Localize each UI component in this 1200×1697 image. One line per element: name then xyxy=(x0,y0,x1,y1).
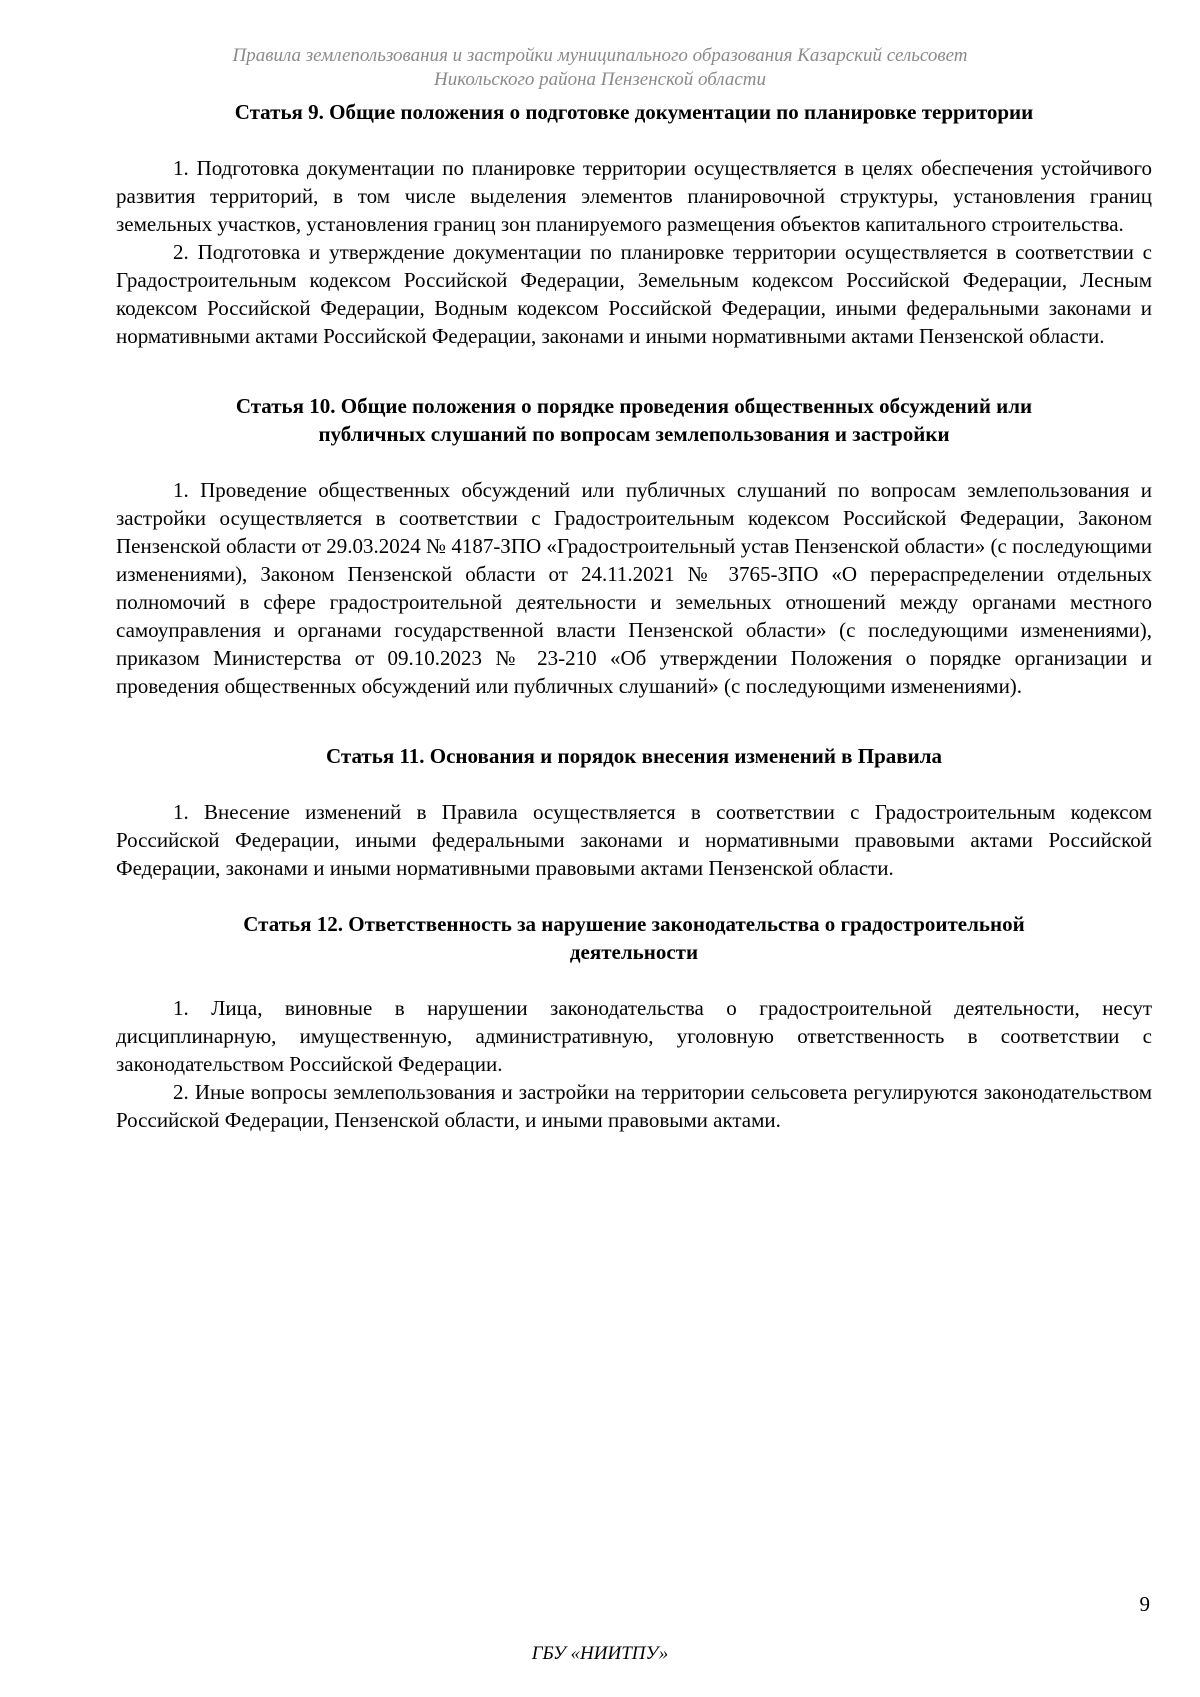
article-11 xyxy=(116,742,1152,882)
article-11-title: Статья 11. Основания и порядок внесения изменений в Правила xyxy=(325,744,943,768)
article-9 xyxy=(116,98,1152,350)
article-10 xyxy=(116,392,1152,700)
article-12-title xyxy=(116,910,1152,966)
article-12-title-line-1: Статья 12. Ответственность за нарушение законодательства о градостроительной xyxy=(243,912,1025,936)
running-footer: ГБУ «НИИТПУ» xyxy=(531,1643,669,1664)
article-9-title: Статья 9. Общие положения о подготовке документации по планировке территории xyxy=(234,100,1034,124)
running-header-line-1: Правила землепользования и застройки муниципального образования Казарский сельсовет xyxy=(232,45,968,66)
article-12-title-line-2: деятельности xyxy=(569,940,699,964)
article-9-paragraph-1: 1. Подготовка документации по планировке территории осуществляется в целях обеспечения устойчивого развития территорий, в том числе выделения элементов планировочной структуры, установления границ земельных участков, установления границ зон планируемого размещения объектов капитального строительства. xyxy=(116,156,1152,236)
article-11-paragraph-1: 1. Внесение изменений в Правила осуществляется в соответствии с Градостроительным кодексом Российской Федерации, иными федеральными законами и нормативными правовыми актами Российской Федерации, законами и иными нормативными правовыми актами Пензенской области. xyxy=(116,800,1152,880)
running-header-line-2: Никольского района Пензенской области xyxy=(434,69,766,90)
article-10-title xyxy=(116,392,1152,448)
document-body xyxy=(116,98,1152,1134)
article-12-paragraph-2: 2. Иные вопросы землепользования и застройки на территории сельсовета регулируются законодательством Российской Федерации, Пензенской области, и иными правовыми актами. xyxy=(116,1080,1152,1132)
running-header xyxy=(150,44,1050,92)
article-10-paragraph-1: 1. Проведение общественных обсуждений или публичных слушаний по вопросам землепользования и застройки осуществляется в соответствии с Градостроительным кодексом Российской Федерации, Законом Пензенской области от 29.03.2024 № 4187-ЗПО «Градостроительный устав Пензенской области» (с последующими изменениями), Законом Пензенской области от 24.11.2021 № 3765-ЗПО «О перераспределении отдельных полномочий в сфере градостроительной деятельности и земельных отношений между органами местного самоуправления и органами государственной власти Пензенской области» (с последующими изменениями), приказом Министерства от 09.10.2023 № 23-210 «Об утверждении Положения о порядке организации и проведения общественных обсуждений или публичных слушаний» (с последующими изменениями). xyxy=(116,478,1152,698)
page-number: 9 xyxy=(1139,1592,1150,1616)
article-10-title-line-1: Статья 10. Общие положения о порядке проведения общественных обсуждений или xyxy=(235,394,1033,418)
article-10-title-line-2: публичных слушаний по вопросам землепользования и застройки xyxy=(318,422,950,446)
article-9-paragraph-2: 2. Подготовка и утверждение документации по планировке территории осуществляется в соответствии с Градостроительным кодексом Российской Федерации, Земельным кодексом Российской Федерации, Лесным кодексом Российской Федерации, Водным кодексом Российской Федерации, иными федеральными законами и нормативными актами Российской Федерации, законами и иными нормативными актами Пензенской области. xyxy=(116,240,1152,348)
article-12-paragraph-1: 1. Лица, виновные в нарушении законодательства о градостроительной деятельности, несут дисциплинарную, имущественную, административную, уголовную ответственность в соответствии с законодательством Российской Федерации. xyxy=(116,996,1152,1076)
article-12 xyxy=(116,910,1152,1134)
